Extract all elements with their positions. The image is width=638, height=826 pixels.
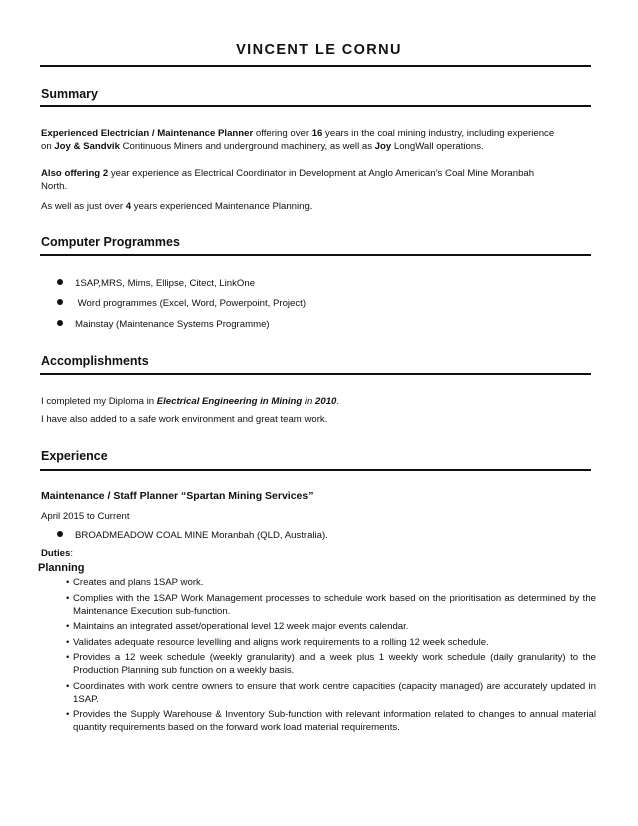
duties-list bbox=[66, 576, 596, 737]
summary-brand: Joy bbox=[374, 141, 392, 152]
duty-text: Provides the Supply Warehouse & Inventory Sub-function with relevant information related to changes to annual material quantity requirements based on the forward work load material requirements. bbox=[73, 709, 596, 733]
list-item-text: 1SAP,MRS, Mims, Ellipse, Citect, LinkOne bbox=[75, 278, 256, 289]
summary-years: 16 bbox=[311, 128, 323, 139]
duty-item bbox=[66, 576, 596, 589]
accomplishments-paragraph-2: I have also added to a safe work environment and great team work. bbox=[41, 414, 328, 425]
summary-paragraph-3 bbox=[41, 200, 561, 213]
duty-text: Validates adequate resource levelling and aligns work requirements to a rolling 12 week schedule. bbox=[73, 636, 489, 648]
duties-colon: : bbox=[70, 548, 73, 559]
accomplishment-text: . bbox=[336, 396, 340, 407]
planning-heading: Planning bbox=[38, 562, 85, 574]
accomplishment-text: in bbox=[302, 396, 316, 407]
bullet-icon: • bbox=[66, 652, 70, 663]
duty-text: Provides a 12 week schedule (weekly granularity) and a week plus 1 weekly work schedule (daily granularity) to the Production Planning sub function on a weekly basis. bbox=[73, 652, 596, 676]
summary-paragraph-1 bbox=[41, 127, 561, 153]
list-item-text: Mainstay (Maintenance Systems Programme) bbox=[75, 319, 270, 330]
summary-text: years in the coal mining industry, including experience on bbox=[41, 128, 555, 152]
summary-role: Experienced Electrician / Maintenance Planner bbox=[41, 128, 254, 139]
experience-heading: Experience bbox=[41, 449, 108, 463]
experience-rule bbox=[40, 469, 591, 471]
summary-text: years experienced Maintenance Planning. bbox=[131, 201, 313, 212]
accomplishment-text: I completed my Diploma in bbox=[41, 396, 157, 407]
diploma-year: 2010 bbox=[315, 396, 337, 407]
duty-item bbox=[66, 680, 596, 706]
candidate-name: VINCENT LE CORNU bbox=[236, 42, 402, 58]
summary-highlight: Also offering 2 bbox=[41, 168, 109, 179]
bullet-icon bbox=[57, 320, 63, 326]
bullet-icon: • bbox=[66, 680, 70, 692]
summary-brand: Joy & Sandvik bbox=[54, 141, 120, 152]
duty-item bbox=[66, 620, 596, 633]
duties-label bbox=[41, 547, 561, 560]
bullet-icon: • bbox=[66, 709, 70, 720]
duties-label-text: Duties bbox=[41, 548, 71, 559]
duty-item bbox=[66, 592, 596, 618]
bullet-icon bbox=[57, 531, 63, 537]
computer-rule bbox=[40, 254, 591, 256]
duty-text: Complies with the 1SAP Work Management processes to schedule work based on the prioritisation as determined by the Maintenance Execution sub-function. bbox=[73, 592, 596, 617]
bullet-icon: • bbox=[66, 577, 70, 588]
list-item bbox=[57, 318, 270, 331]
diploma-name: Electrical Engineering in Mining bbox=[156, 396, 303, 407]
duty-item bbox=[66, 651, 596, 677]
computer-heading: Computer Programmes bbox=[41, 235, 180, 249]
header-rule bbox=[40, 65, 591, 67]
summary-paragraph-2 bbox=[41, 167, 561, 193]
summary-text: offering over bbox=[253, 128, 312, 139]
job-title: Maintenance / Staff Planner “Spartan Mining Services” bbox=[41, 490, 314, 502]
bullet-icon: • bbox=[66, 636, 70, 648]
accomplishments-rule bbox=[40, 373, 591, 375]
bullet-icon bbox=[57, 279, 63, 285]
duty-item bbox=[66, 708, 596, 734]
summary-text: As well as just over bbox=[41, 201, 126, 212]
summary-rule bbox=[40, 105, 591, 107]
duty-text: Maintains an integrated asset/operational level 12 week major events calendar. bbox=[73, 621, 409, 632]
accomplishments-heading: Accomplishments bbox=[41, 354, 149, 368]
summary-text: year experience as Electrical Coordinator in Development at Anglo American’s Coal Mine Moranbah North. bbox=[41, 168, 535, 192]
accomplishments-paragraph-1 bbox=[41, 395, 561, 408]
duty-text: Creates and plans 1SAP work. bbox=[73, 577, 204, 588]
duty-item bbox=[66, 636, 596, 649]
list-item-text: Word programmes (Excel, Word, Powerpoint, Project) bbox=[75, 298, 307, 309]
list-item bbox=[57, 277, 255, 290]
summary-text: Continuous Miners and underground machinery, as well as bbox=[119, 141, 375, 152]
job-dates: April 2015 to Current bbox=[41, 511, 130, 522]
summary-heading: Summary bbox=[41, 87, 98, 101]
summary-text: LongWall operations. bbox=[391, 141, 484, 152]
bullet-icon: • bbox=[66, 621, 70, 632]
bullet-icon: • bbox=[66, 592, 70, 604]
list-item bbox=[57, 297, 306, 310]
duty-text: Coordinates with work centre owners to ensure that work centre capacities (capacity managed) are accurately updated in 1SAP. bbox=[73, 680, 596, 705]
bullet-icon bbox=[57, 299, 63, 305]
location-text: BROADMEADOW COAL MINE Moranbah (QLD, Australia). bbox=[75, 530, 328, 541]
summary-years: 4 bbox=[125, 201, 132, 212]
job-location bbox=[57, 529, 328, 542]
